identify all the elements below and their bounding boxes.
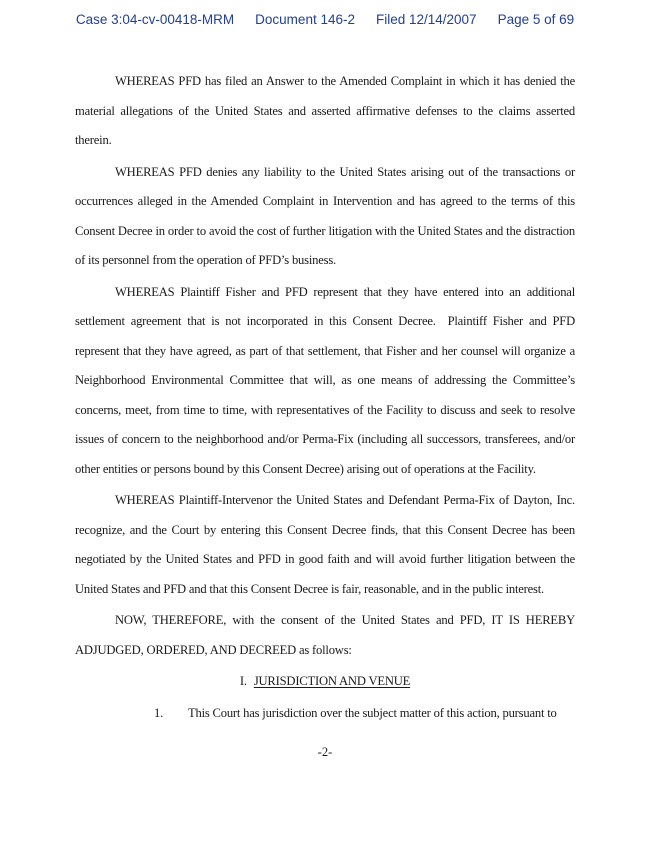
header-case-number: Case 3:04-cv-00418-MRM <box>75 12 235 27</box>
paragraph-whereas-settlement-agreement: WHEREAS Plaintiff Fisher and PFD represent that they have entered into an additional settlement agreement that is not incorporated in this Consent Decree. Plaintiff Fisher and PFD represent that they have agreed, as part of that settlement, that Fisher and her counsel will organize a Neighborhood Environmental Committee that will, as one means of addressing the Committee’s concerns, meet, from time to time, with representatives of the Facility to discuss and seek to resolve issues of concern to the neighborhood and/or Perma-Fix (including all successors, transferees, and/or other entities or persons bound by this Consent Decree) arising out of operations at the Facility. <box>75 284 575 476</box>
case-header <box>0 12 650 27</box>
header-page-indicator: Page 5 of 69 <box>497 12 575 27</box>
paragraph-now-therefore: NOW, THEREFORE, with the consent of the United States and PFD, IT IS HEREBY ADJUDGED, ORDERED, AND DECREED as follows: <box>75 613 575 657</box>
header-document-number: Document 146-2 <box>255 12 355 27</box>
header-filed-date: Filed 12/14/2007 <box>375 12 477 27</box>
section-heading <box>75 667 575 697</box>
section-heading-numeral: I. <box>239 674 247 688</box>
numbered-paragraph-text: This Court has jurisdiction over the subject matter of this action, pursuant to <box>188 705 557 720</box>
page-footer <box>0 745 650 760</box>
numbered-paragraph-number: 1. <box>154 705 164 720</box>
document-body <box>75 67 575 728</box>
section-heading-title: JURISDICTION AND VENUE <box>253 674 411 688</box>
page-number: -2- <box>317 745 333 759</box>
paragraph-whereas-answer: WHEREAS PFD has filed an Answer to the Amended Complaint in which it has denied the material allegations of the United States and asserted affirmative defenses to the claims asserted therein. <box>75 74 575 147</box>
paragraph-whereas-denies-liability: WHEREAS PFD denies any liability to the United States arising out of the transactions or occurrences alleged in the Amended Complaint in Intervention and has agreed to the terms of this Consent Decree in order to avoid the cost of further litigation with the United States and the distraction of its personnel from the operation of PFD’s business. <box>75 164 575 267</box>
paragraph-whereas-good-faith: WHEREAS Plaintiff-Intervenor the United States and Defendant Perma-Fix of Dayton, Inc. recognize, and the Court by entering this Consent Decree finds, that this Consent Decree has been negotiated by the United States and PFD in good faith and will avoid further litigation between the United States and PFD and that this Consent Decree is fair, reasonable, and in the public interest. <box>75 493 575 596</box>
numbered-paragraph-1 <box>75 699 575 729</box>
